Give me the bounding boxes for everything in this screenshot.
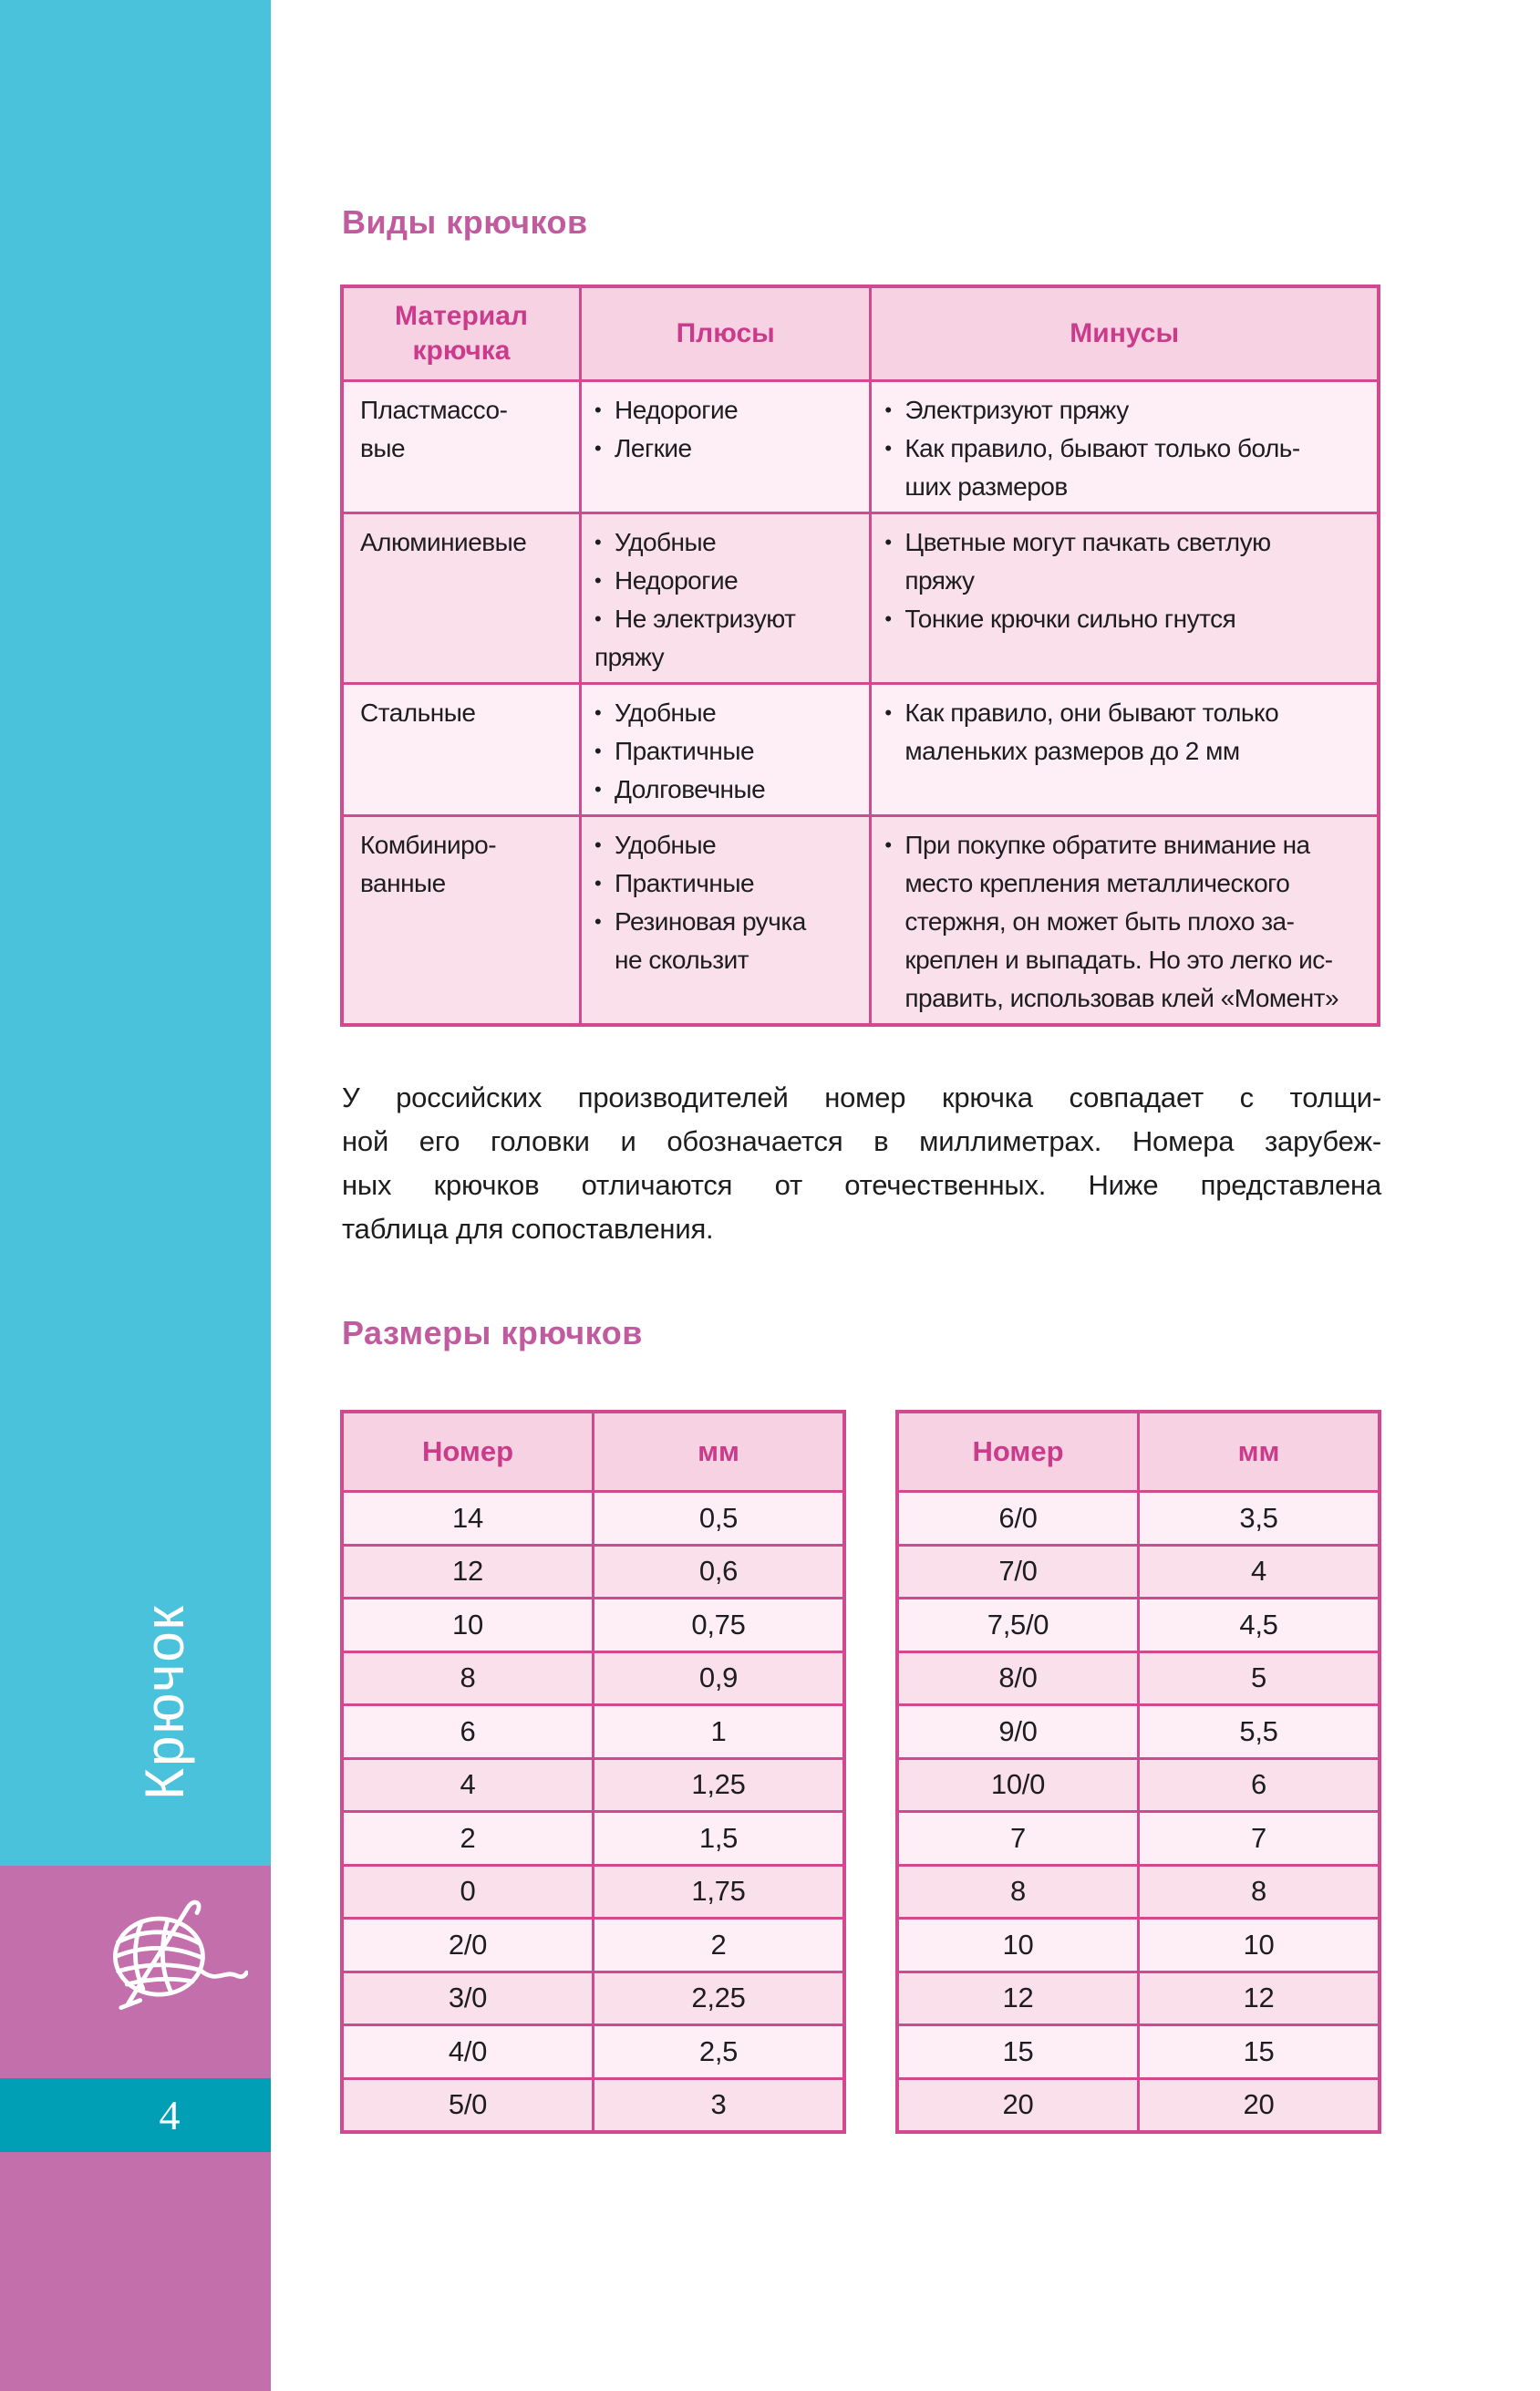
size-mm-cell	[1139, 1919, 1380, 1972]
bullet-line: Практичные	[615, 736, 755, 765]
size-mm-cell	[1139, 1492, 1380, 1546]
bullet-line: Практичные	[615, 868, 755, 897]
hook-type-row	[342, 815, 1379, 1025]
bullet-text	[615, 562, 738, 600]
size-mm-cell	[1139, 1758, 1380, 1812]
material-cell	[342, 380, 581, 512]
size-row	[897, 1705, 1380, 1759]
material-line: ванные	[360, 868, 446, 897]
size-mm-cell	[1139, 1599, 1380, 1652]
size-number-cell	[342, 1599, 594, 1652]
size-mm-cell	[1139, 1972, 1380, 2025]
size-mm-value: 12	[1243, 1982, 1275, 2014]
size-number-value: 9/0	[998, 1714, 1038, 1747]
header-row	[342, 286, 1379, 380]
bullet-item	[884, 694, 1369, 771]
size-mm-cell	[1139, 1651, 1380, 1705]
size-mm-value: 1,75	[691, 1875, 746, 1908]
chapter-title-vertical: Крючок	[133, 1603, 195, 1800]
size-number-value: 5/0	[448, 2088, 488, 2120]
size-mm-value: 1	[710, 1714, 727, 1747]
col-header-material-line: Материал	[395, 300, 528, 331]
size-number-value: 12	[452, 1555, 483, 1588]
size-mm-cell	[594, 1599, 845, 1652]
size-number-cell	[897, 1812, 1139, 1866]
paragraph-line: У российских производителей номер крючка совпадает с толщи-	[342, 1082, 1381, 1113]
sizes-table-right-head	[897, 1412, 1380, 1492]
bullet-text	[615, 732, 754, 771]
size-mm-cell	[594, 1865, 845, 1919]
bullet-icon: •	[884, 700, 892, 724]
bullet-line: Тонкие крючки сильно гнутся	[904, 604, 1236, 633]
size-number-cell	[342, 2025, 594, 2079]
bullet-line: Как правило, бывают только боль-	[904, 433, 1300, 462]
page-number: 4	[159, 2092, 181, 2138]
bullet-icon: •	[594, 398, 602, 421]
bullet-item	[594, 864, 862, 903]
bullet-line: креплен и выпадать. Но это легко ис-	[904, 945, 1333, 974]
bullet-icon: •	[594, 700, 602, 724]
paragraph-line: таблица для сопоставления.	[342, 1213, 714, 1245]
bullet-line: место крепления металлического	[904, 868, 1290, 897]
bullet-icon: •	[884, 398, 892, 421]
material-line: Стальные	[360, 698, 476, 727]
hook-type-row	[342, 683, 1379, 815]
size-row	[897, 1972, 1380, 2025]
size-mm-value: 4	[1251, 1555, 1266, 1588]
size-mm-cell	[594, 1812, 845, 1866]
size-mm-value: 0,75	[691, 1608, 746, 1641]
bullet-icon: •	[594, 739, 602, 762]
size-mm-value: 2,25	[691, 1982, 746, 2014]
bullet-line: ших размеров	[904, 471, 1068, 501]
size-number-value: 7,5/0	[987, 1608, 1049, 1641]
size-mm-cell	[594, 1705, 845, 1759]
size-number-value: 4	[460, 1768, 476, 1801]
size-mm-value: 20	[1243, 2088, 1275, 2120]
size-number-value: 20	[1002, 2088, 1034, 2120]
size-number-cell	[342, 1865, 594, 1919]
bullet-item	[594, 391, 862, 430]
size-row	[897, 1651, 1380, 1705]
material-cell	[342, 512, 581, 683]
size-number-value: 2	[460, 1821, 476, 1854]
bullet-line: Легкие	[615, 433, 692, 462]
size-number-cell	[897, 1758, 1139, 1812]
bullet-item	[884, 391, 1369, 430]
size-mm-cell	[1139, 1545, 1380, 1599]
size-row	[897, 1545, 1380, 1599]
size-row	[342, 1651, 844, 1705]
bullet-icon: •	[594, 777, 602, 801]
bullet-text	[594, 643, 664, 671]
size-mm-cell	[594, 1651, 845, 1705]
bullet-item	[594, 903, 862, 979]
bullet-text	[904, 391, 1128, 430]
bullet-icon: •	[594, 606, 602, 630]
size-number-cell	[897, 1651, 1139, 1705]
bullet-text	[904, 430, 1299, 506]
sidebar-cyan-band	[0, 0, 271, 1866]
size-row	[897, 1758, 1380, 1812]
bullet-text	[904, 600, 1235, 638]
size-number-value: 6/0	[998, 1501, 1038, 1534]
size-mm-value: 4,5	[1239, 1608, 1278, 1641]
bullet-line: пряжу	[904, 565, 975, 595]
bullet-text	[615, 694, 716, 732]
size-mm-cell	[594, 1919, 845, 1972]
bullet-text	[904, 826, 1338, 1018]
bullet-line: Удобные	[615, 698, 717, 727]
size-number-value: 14	[452, 1501, 483, 1534]
size-number-value: 8/0	[998, 1661, 1038, 1694]
size-number-value: 10	[1002, 1928, 1034, 1961]
size-mm-cell	[1139, 2025, 1380, 2079]
hook-type-row	[342, 512, 1379, 683]
bullet-line: Удобные	[615, 830, 717, 859]
header-row	[342, 1412, 844, 1492]
size-number-value: 7	[1010, 1821, 1026, 1854]
bullet-line: Не электризуют	[615, 604, 796, 633]
bullet-icon: •	[594, 436, 602, 460]
size-mm-cell	[594, 1492, 845, 1546]
bullet-line: Как правило, они бывают только	[904, 698, 1279, 727]
bullet-line: пряжу	[594, 642, 665, 671]
size-mm-cell	[1139, 1865, 1380, 1919]
bullet-line: Недорогие	[615, 565, 739, 595]
size-row	[342, 1705, 844, 1759]
size-row	[897, 1812, 1380, 1866]
size-number-value: 6	[460, 1714, 476, 1747]
col-header-pluses: Плюсы	[581, 286, 871, 380]
size-row	[897, 2078, 1380, 2132]
size-number-cell	[342, 1758, 594, 1812]
size-number-value: 3/0	[448, 1982, 488, 2014]
size-mm-value: 2	[710, 1928, 727, 1961]
bullet-text	[615, 771, 765, 809]
material-line: Алюминиевые	[360, 527, 527, 556]
size-number-cell	[342, 1919, 594, 1972]
bullet-item	[594, 732, 862, 771]
size-number-value: 0	[460, 1875, 476, 1908]
size-row	[342, 1599, 844, 1652]
bullet-line: Цветные могут пачкать светлую	[904, 527, 1271, 556]
header-row	[897, 1412, 1380, 1492]
bullet-text	[615, 826, 716, 864]
size-number-cell	[897, 1545, 1139, 1599]
minuses-cell	[871, 512, 1379, 683]
bullet-item	[884, 523, 1369, 600]
sizes-table-left	[340, 1410, 846, 2134]
bullet-line: стержня, он может быть плохо за-	[904, 906, 1295, 936]
size-row	[897, 1599, 1380, 1652]
bullet-line: маленьких размеров до 2 мм	[904, 736, 1240, 765]
pluses-cell	[581, 815, 871, 1025]
bullet-icon: •	[594, 530, 602, 554]
bullet-icon: •	[594, 871, 602, 895]
size-number-value: 7/0	[998, 1555, 1038, 1588]
size-row	[342, 1919, 844, 1972]
bullet-item	[594, 771, 862, 809]
size-number-value: 12	[1002, 1982, 1034, 2014]
size-number-cell	[897, 1865, 1139, 1919]
bullet-line: не скользит	[615, 945, 749, 974]
sizes-table-right	[895, 1410, 1381, 2134]
size-row	[897, 1919, 1380, 1972]
size-row	[342, 1812, 844, 1866]
size-mm-value: 0,6	[698, 1555, 739, 1588]
bullet-item	[594, 523, 862, 562]
col-header-number: Номер	[897, 1412, 1139, 1492]
bullet-text	[615, 864, 754, 903]
size-mm-cell	[594, 1972, 845, 2025]
sizes-table-left-head	[342, 1412, 844, 1492]
yarn-ball-crochet-hook-icon	[80, 1895, 248, 2023]
size-mm-value: 10	[1243, 1928, 1275, 1961]
sizes-table-left-body	[342, 1492, 844, 2132]
bullet-text	[904, 523, 1270, 600]
size-number-cell	[342, 1705, 594, 1759]
size-number-cell	[897, 1705, 1139, 1759]
bullet-icon: •	[594, 909, 602, 933]
hook-type-row	[342, 380, 1379, 512]
bullet-icon: •	[594, 833, 602, 856]
bullet-text	[615, 600, 796, 638]
size-mm-value: 2,5	[698, 2034, 739, 2067]
size-row	[897, 2025, 1380, 2079]
hook-types-table	[340, 285, 1380, 1027]
minuses-cell	[871, 815, 1379, 1025]
bullet-icon: •	[884, 436, 892, 460]
size-number-cell	[342, 1492, 594, 1546]
size-mm-value: 0,9	[698, 1661, 739, 1694]
minuses-cell	[871, 380, 1379, 512]
bullet-line: Удобные	[615, 527, 717, 556]
size-number-cell	[897, 1599, 1139, 1652]
size-mm-value: 15	[1243, 2034, 1275, 2067]
col-header-material-line: крючка	[412, 335, 511, 366]
size-number-value: 4/0	[448, 2034, 488, 2067]
size-number-value: 2/0	[448, 1928, 488, 1961]
bullet-icon: •	[884, 606, 892, 630]
pluses-cell	[581, 512, 871, 683]
size-number-cell	[897, 2078, 1139, 2132]
size-mm-cell	[594, 2078, 845, 2132]
material-cell	[342, 683, 581, 815]
hook-types-table-body	[342, 380, 1379, 1025]
bullet-item	[594, 430, 862, 468]
size-mm-value: 3	[710, 2088, 727, 2120]
bullet-item	[884, 600, 1369, 638]
bullet-item	[594, 600, 862, 638]
size-number-cell	[342, 2078, 594, 2132]
size-row	[897, 1865, 1380, 1919]
bullet-text	[904, 694, 1278, 771]
bullet-line: Резиновая ручка	[615, 906, 806, 936]
bullet-item	[594, 694, 862, 732]
size-mm-cell	[1139, 1812, 1380, 1866]
size-number-cell	[897, 1972, 1139, 2025]
material-line: Комбиниро-	[360, 830, 497, 859]
size-mm-value: 0,5	[698, 1501, 739, 1534]
section-heading-types: Виды крючков	[342, 203, 588, 241]
bullet-item	[884, 826, 1369, 1018]
size-row	[897, 1492, 1380, 1546]
size-mm-value: 5,5	[1239, 1714, 1278, 1747]
size-mm-value: 3,5	[1239, 1501, 1278, 1534]
bullet-icon: •	[594, 568, 602, 592]
section-heading-sizes: Размеры крючков	[342, 1314, 643, 1351]
size-mm-value: 5	[1251, 1661, 1266, 1694]
size-row	[342, 1972, 844, 2025]
bullet-line: Долговечные	[615, 774, 766, 803]
size-number-value: 15	[1002, 2034, 1034, 2067]
size-mm-cell	[594, 2025, 845, 2079]
paragraph-line: ных крючков отличаются от отечественных. Ниже представлена	[342, 1169, 1381, 1201]
sidebar-page-number-band	[0, 2078, 271, 2152]
size-mm-cell	[594, 1545, 845, 1599]
bullet-icon: •	[884, 530, 892, 554]
sidebar-mauve-block-bottom	[0, 2152, 271, 2391]
size-number-cell	[342, 1651, 594, 1705]
size-row	[342, 1865, 844, 1919]
size-mm-value: 1,5	[698, 1821, 739, 1854]
size-mm-value: 1,25	[691, 1768, 746, 1801]
bullet-item	[594, 638, 862, 677]
size-number-value: 10	[452, 1608, 483, 1641]
paragraph-line: ной его головки и обозначается в миллиметрах. Номера зарубеж-	[342, 1125, 1381, 1157]
bullet-item	[884, 430, 1369, 506]
bullet-text	[615, 523, 716, 562]
size-mm-value: 7	[1251, 1821, 1266, 1854]
size-mm-cell	[1139, 1705, 1380, 1759]
bullet-line: При покупке обратите внимание на	[904, 830, 1310, 859]
minuses-cell	[871, 683, 1379, 815]
size-mm-cell	[594, 1758, 845, 1812]
size-number-value: 8	[1010, 1875, 1026, 1908]
size-number-cell	[897, 1919, 1139, 1972]
size-number-cell	[342, 1972, 594, 2025]
size-number-value: 8	[460, 1661, 476, 1694]
hook-types-table-head	[342, 286, 1379, 380]
bullet-item	[594, 826, 862, 864]
bullet-line: Электризуют пряжу	[904, 395, 1129, 424]
bullet-line: править, использовав клей «Момент»	[904, 983, 1339, 1012]
size-number-cell	[897, 1492, 1139, 1546]
size-number-value: 10/0	[990, 1768, 1046, 1801]
col-header-mm: мм	[594, 1412, 845, 1492]
material-line: Пластмассо-	[360, 395, 508, 424]
col-header-number: Номер	[342, 1412, 594, 1492]
size-number-cell	[342, 1812, 594, 1866]
col-header-minuses: Минусы	[871, 286, 1379, 380]
material-line: вые	[360, 433, 406, 462]
col-header-mm: мм	[1139, 1412, 1380, 1492]
pluses-cell	[581, 683, 871, 815]
bullet-text	[615, 391, 738, 430]
pluses-cell	[581, 380, 871, 512]
bullet-text	[615, 430, 692, 468]
intro-paragraph	[342, 1076, 1381, 1251]
col-header-material	[342, 286, 581, 380]
bullet-text	[615, 903, 806, 979]
size-row	[342, 1545, 844, 1599]
size-mm-value: 6	[1251, 1768, 1266, 1801]
material-cell	[342, 815, 581, 1025]
size-row	[342, 1492, 844, 1546]
size-number-cell	[342, 1545, 594, 1599]
size-number-cell	[897, 2025, 1139, 2079]
bullet-line: Недорогие	[615, 395, 739, 424]
size-row	[342, 1758, 844, 1812]
size-row	[342, 2078, 844, 2132]
size-row	[342, 2025, 844, 2079]
bullet-item	[594, 562, 862, 600]
size-mm-cell	[1139, 2078, 1380, 2132]
size-mm-value: 8	[1251, 1875, 1266, 1908]
bullet-icon: •	[884, 833, 892, 856]
sizes-table-right-body	[897, 1492, 1380, 2132]
